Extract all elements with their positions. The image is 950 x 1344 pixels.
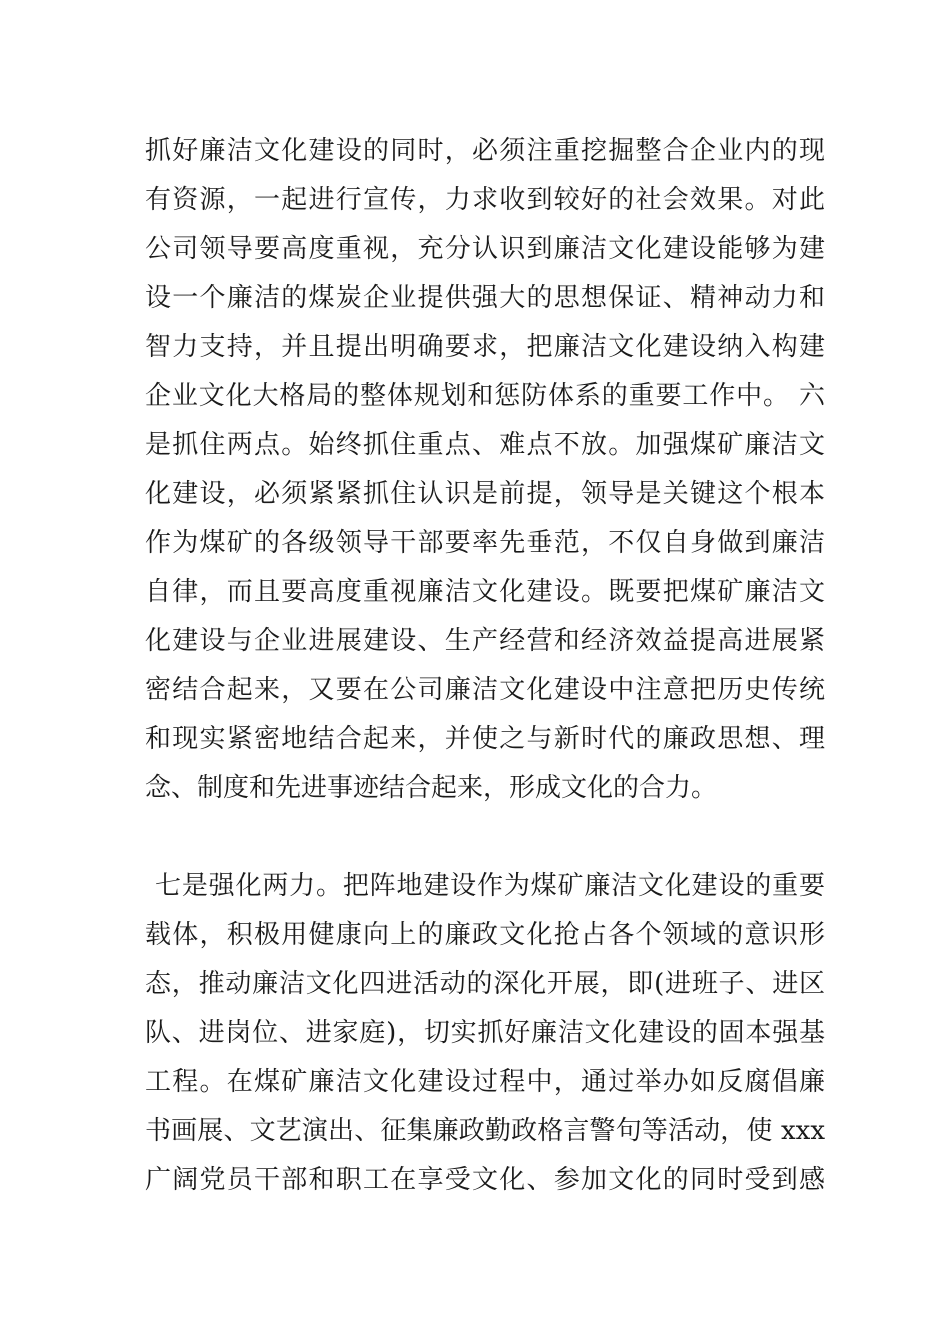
text-line: 载体，积极用健康向上的廉政文化抢占各个领域的意识形 — [145, 920, 825, 950]
text-line: 设一个廉洁的煤炭企业提供强大的思想保证、精神动力和 — [145, 283, 825, 313]
text-line: 是抓住两点。始终抓住重点、难点不放。加强煤矿廉洁文 — [145, 430, 825, 460]
text-line: 密结合起来，又要在公司廉洁文化建设中注意把历史传统 — [145, 675, 825, 705]
text-line: 智力支持，并且提出明确要求，把廉洁文化建设纳入构建 — [145, 332, 825, 362]
text-line: 公司领导要高度重视，充分认识到廉洁文化建设能够为建 — [145, 234, 825, 264]
text-line: 化建设与企业进展建设、生产经营和经济效益提高进展紧 — [145, 626, 825, 656]
text-line: 念、制度和先进事迹结合起来，形成文化的合力。 — [145, 773, 718, 803]
text-line: 七是强化两力。把阵地建设作为煤矿廉洁文化建设的重要 — [155, 871, 825, 901]
text-line: 态，推动廉洁文化四进活动的深化开展，即(进班子、进区 — [145, 969, 825, 999]
text-line: 有资源，一起进行宣传，力求收到较好的社会效果。对此 — [145, 185, 825, 215]
text-line: 化建设，必须紧紧抓住认识是前提，领导是关键这个根本 — [145, 479, 825, 509]
text-line: 书画展、文艺演出、征集廉政勤政格言警句等活动，使 xxx — [145, 1116, 825, 1146]
text-line: 自律，而且要高度重视廉洁文化建设。既要把煤矿廉洁文 — [145, 577, 825, 607]
text-line: 和现实紧密地结合起来，并使之与新时代的廉政思想、理 — [145, 724, 825, 754]
text-line: 工程。在煤矿廉洁文化建设过程中，通过举办如反腐倡廉 — [145, 1067, 825, 1097]
text-line: 作为煤矿的各级领导干部要率先垂范，不仅自身做到廉洁 — [145, 528, 825, 558]
text-line: 企业文化大格局的整体规划和惩防体系的重要工作中。 六 — [145, 381, 825, 411]
text-line: 广阔党员干部和职工在享受文化、参加文化的同时受到感 — [145, 1165, 825, 1195]
text-line: 队、进岗位、进家庭)，切实抓好廉洁文化建设的固本强基 — [145, 1018, 825, 1048]
text-line: 抓好廉洁文化建设的同时，必须注重挖掘整合企业内的现 — [145, 136, 825, 166]
